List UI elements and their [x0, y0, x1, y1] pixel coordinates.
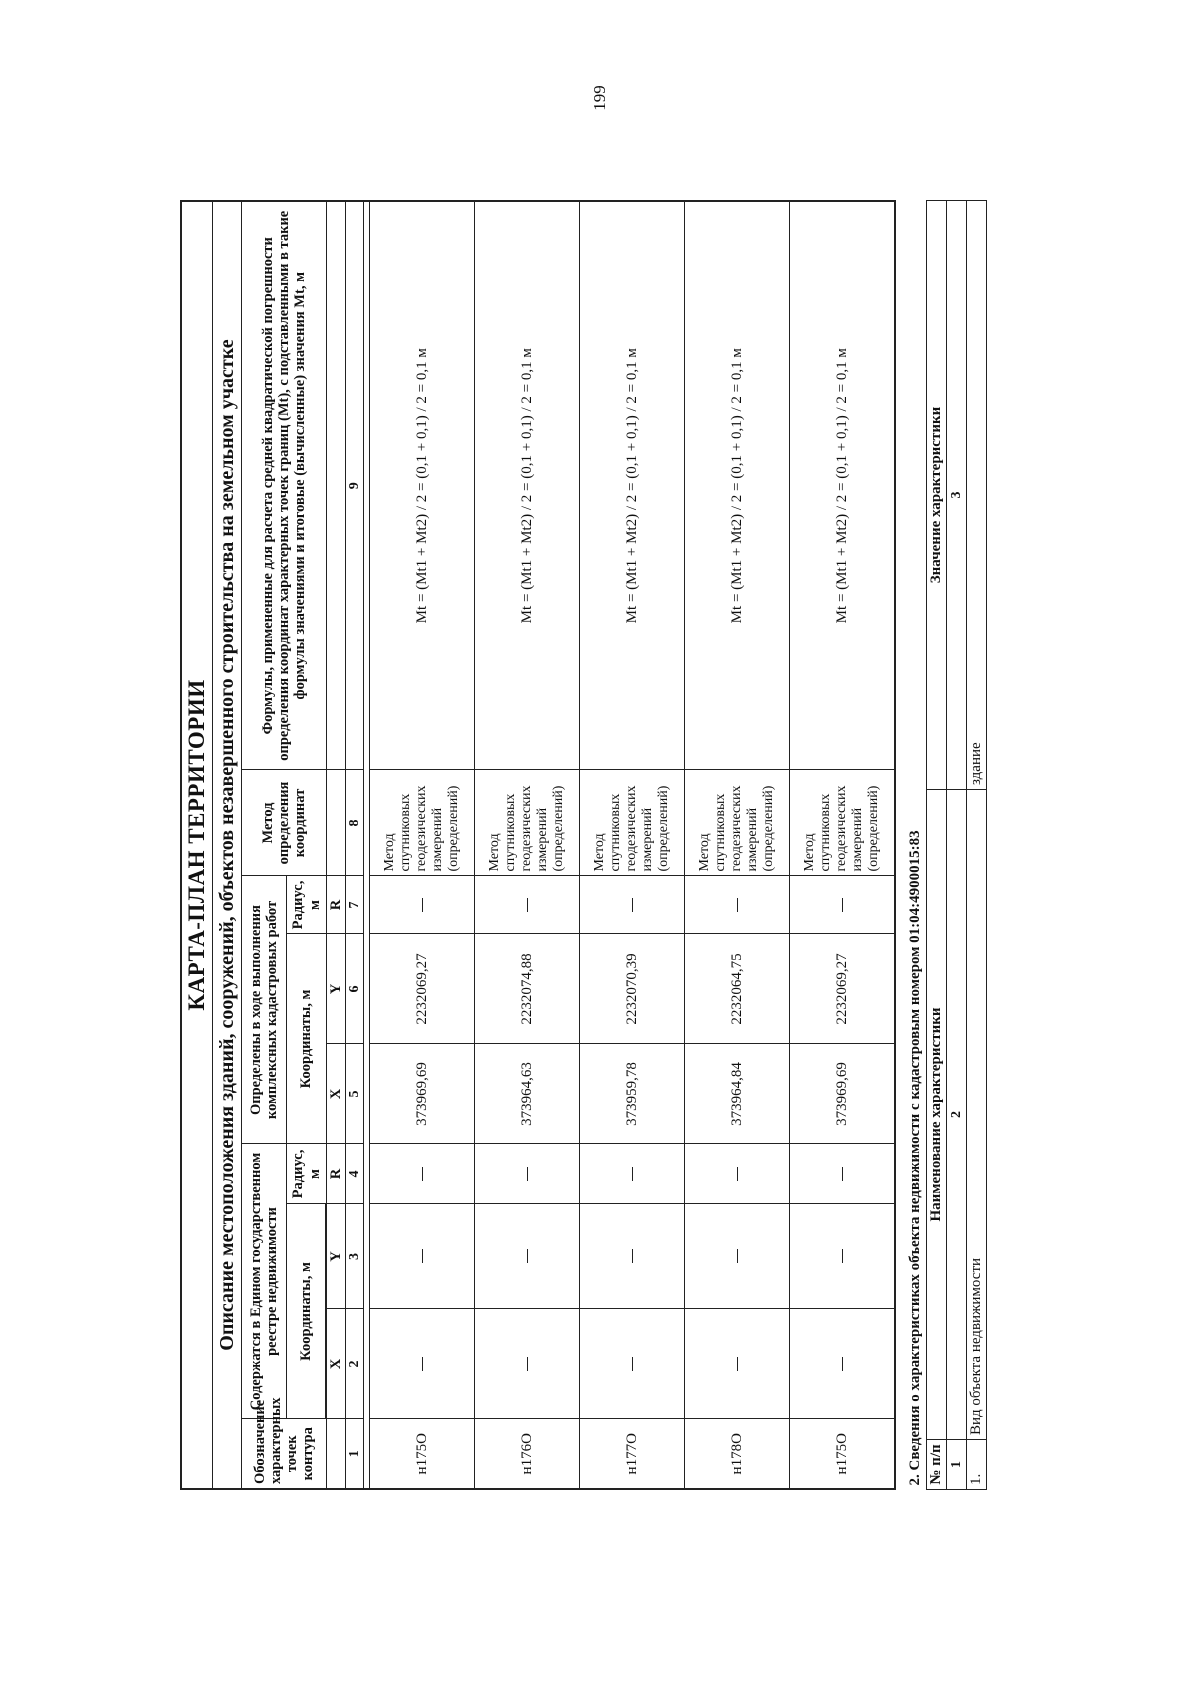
- header-kkr-y: Y: [327, 934, 346, 1044]
- dash: [632, 898, 633, 912]
- dash: [527, 1167, 528, 1181]
- y-value: 2232070,39: [580, 934, 685, 1044]
- formula-value: Mt = (Mt1 + Mt2) / 2 = (0,1 + 0,1) / 2 = 0,1 м: [580, 201, 685, 770]
- formula-value: Mt = (Mt1 + Mt2) / 2 = (0,1 + 0,1) / 2 = 0,1 м: [475, 201, 580, 770]
- column-number: 3: [947, 201, 967, 790]
- column-number: 1: [346, 1419, 364, 1489]
- header-point: Обозначение характерных точек контура: [242, 1419, 327, 1489]
- header-point-cont: [327, 1419, 346, 1489]
- dash: [422, 898, 423, 912]
- dash: [737, 1250, 738, 1264]
- rotated-sheet: [180, 200, 1040, 1490]
- header-method-cont: [327, 770, 346, 876]
- column-number: 4: [346, 1144, 364, 1204]
- header-name: Наименование характеристики: [927, 790, 947, 1440]
- header-egrn-y: Y: [327, 1204, 346, 1309]
- egrn-x-cell: [580, 1309, 685, 1419]
- formula-value: Mt = (Mt1 + Mt2) / 2 = (0,1 + 0,1) / 2 = 0,1 м: [370, 201, 475, 770]
- egrn-r-cell: [475, 1144, 580, 1204]
- column-number: 7: [346, 876, 364, 934]
- dash: [737, 1357, 738, 1371]
- characteristic-value: здание: [967, 201, 987, 790]
- egrn-y-cell: [580, 1204, 685, 1309]
- egrn-y-cell: [370, 1204, 475, 1309]
- formula-value: Mt = (Mt1 + Mt2) / 2 = (0,1 + 0,1) / 2 = 0,1 м: [685, 201, 790, 770]
- egrn-r-cell: [370, 1144, 475, 1204]
- point-id: н175О: [370, 1419, 475, 1489]
- coordinates-table: [180, 200, 896, 1490]
- point-id: н176О: [475, 1419, 580, 1489]
- radius-cell: [475, 876, 580, 934]
- dash: [737, 898, 738, 912]
- method-value: Метод спутниковых геодезических измерений (определений): [475, 770, 580, 876]
- table-row: [790, 201, 896, 1489]
- dash: [527, 1357, 528, 1371]
- egrn-y-cell: [790, 1204, 896, 1309]
- egrn-y-cell: [475, 1204, 580, 1309]
- egrn-x-cell: [685, 1309, 790, 1419]
- dash: [737, 1167, 738, 1181]
- dash: [842, 898, 843, 912]
- header-formula: Формулы, примененные для расчета средней квадратической погрешности определения координат характерных точек границ (Mt), с подставленными в такие формулы значениями и итоговые (вычисленные) значения Mt, м: [242, 201, 327, 770]
- header-egrn: Содержатся в Едином государственном реестре недвижимости: [242, 1144, 287, 1419]
- dash: [632, 1167, 633, 1181]
- y-value: 2232074,88: [475, 934, 580, 1044]
- point-id: н175О: [790, 1419, 896, 1489]
- header-egrn-x: X: [327, 1309, 346, 1419]
- method-value: Метод спутниковых геодезических измерений (определений): [685, 770, 790, 876]
- column-number: 8: [346, 770, 364, 876]
- table-row: [580, 201, 685, 1489]
- method-value: Метод спутниковых геодезических измерений (определений): [790, 770, 896, 876]
- header-kkr-x: X: [327, 1044, 346, 1144]
- x-value: 373964,63: [475, 1044, 580, 1144]
- column-number: 2: [947, 790, 967, 1440]
- header-method: Метод определения координат: [242, 770, 327, 876]
- header-no: № п/п: [927, 1440, 947, 1490]
- y-value: 2232064,75: [685, 934, 790, 1044]
- egrn-x-cell: [475, 1309, 580, 1419]
- point-id: н178О: [685, 1419, 790, 1489]
- formula-value: Mt = (Mt1 + Mt2) / 2 = (0,1 + 0,1) / 2 = 0,1 м: [790, 201, 896, 770]
- dash: [842, 1250, 843, 1264]
- table-row: [370, 201, 475, 1489]
- characteristics-table: [896, 200, 987, 1490]
- page-number: 199: [590, 85, 609, 111]
- y-value: 2232069,27: [370, 934, 475, 1044]
- x-value: 373964,84: [685, 1044, 790, 1144]
- radius-cell: [370, 876, 475, 934]
- header-egrn-coords: Координаты, м: [287, 1204, 326, 1419]
- header-kkr-coords: Координаты, м: [287, 934, 327, 1144]
- column-number: 2: [346, 1309, 364, 1419]
- header-egrn-r: R: [327, 1144, 346, 1204]
- dash: [422, 1167, 423, 1181]
- header-egrn-radius: Радиус, м: [287, 1144, 327, 1204]
- dash: [527, 1250, 528, 1264]
- table-row: [475, 201, 580, 1489]
- column-number: 3: [346, 1204, 364, 1309]
- radius-cell: [580, 876, 685, 934]
- dash: [422, 1250, 423, 1264]
- header-kkr-radius: Радиус, м: [287, 876, 327, 934]
- row-number: 1.: [967, 1440, 987, 1490]
- egrn-r-cell: [790, 1144, 896, 1204]
- egrn-r-cell: [580, 1144, 685, 1204]
- point-id: н177О: [580, 1419, 685, 1489]
- method-value: Метод спутниковых геодезических измерений (определений): [580, 770, 685, 876]
- egrn-y-cell: [685, 1204, 790, 1309]
- table-row: [967, 201, 987, 1490]
- table-row: [685, 201, 790, 1489]
- x-value: 373969,69: [790, 1044, 896, 1144]
- document-title: КАРТА-ПЛАН ТЕРРИТОРИИ: [181, 201, 213, 1489]
- dash: [422, 1357, 423, 1371]
- column-number: 9: [346, 201, 364, 770]
- dash: [632, 1250, 633, 1264]
- radius-cell: [685, 876, 790, 934]
- dash: [842, 1357, 843, 1371]
- y-value: 2232069,27: [790, 934, 896, 1044]
- column-number: 5: [346, 1044, 364, 1144]
- header-kkr-r: R: [327, 876, 346, 934]
- egrn-r-cell: [685, 1144, 790, 1204]
- egrn-x-cell: [790, 1309, 896, 1419]
- header-value: Значение характеристики: [927, 201, 947, 790]
- column-number: 1: [947, 1440, 967, 1490]
- section-subtitle: Описание местоположения зданий, сооружений, объектов незавершенного строительства на земельном участке: [213, 201, 242, 1489]
- header-kkr: Определены в ходе выполнения комплексных кадастровых работ: [242, 876, 287, 1144]
- dash: [527, 898, 528, 912]
- header-formula-cont: [327, 201, 346, 770]
- x-value: 373959,78: [580, 1044, 685, 1144]
- dash: [842, 1167, 843, 1181]
- x-value: 373969,69: [370, 1044, 475, 1144]
- column-number: 6: [346, 934, 364, 1044]
- characteristic-name: Вид объекта недвижимости: [967, 790, 987, 1440]
- section2-caption: 2. Сведения о характеристиках объекта недвижимости с кадастровым номером 01:04:4900015:83: [906, 830, 923, 1486]
- method-value: Метод спутниковых геодезических измерений (определений): [370, 770, 475, 876]
- egrn-x-cell: [370, 1309, 475, 1419]
- radius-cell: [790, 876, 896, 934]
- dash: [632, 1357, 633, 1371]
